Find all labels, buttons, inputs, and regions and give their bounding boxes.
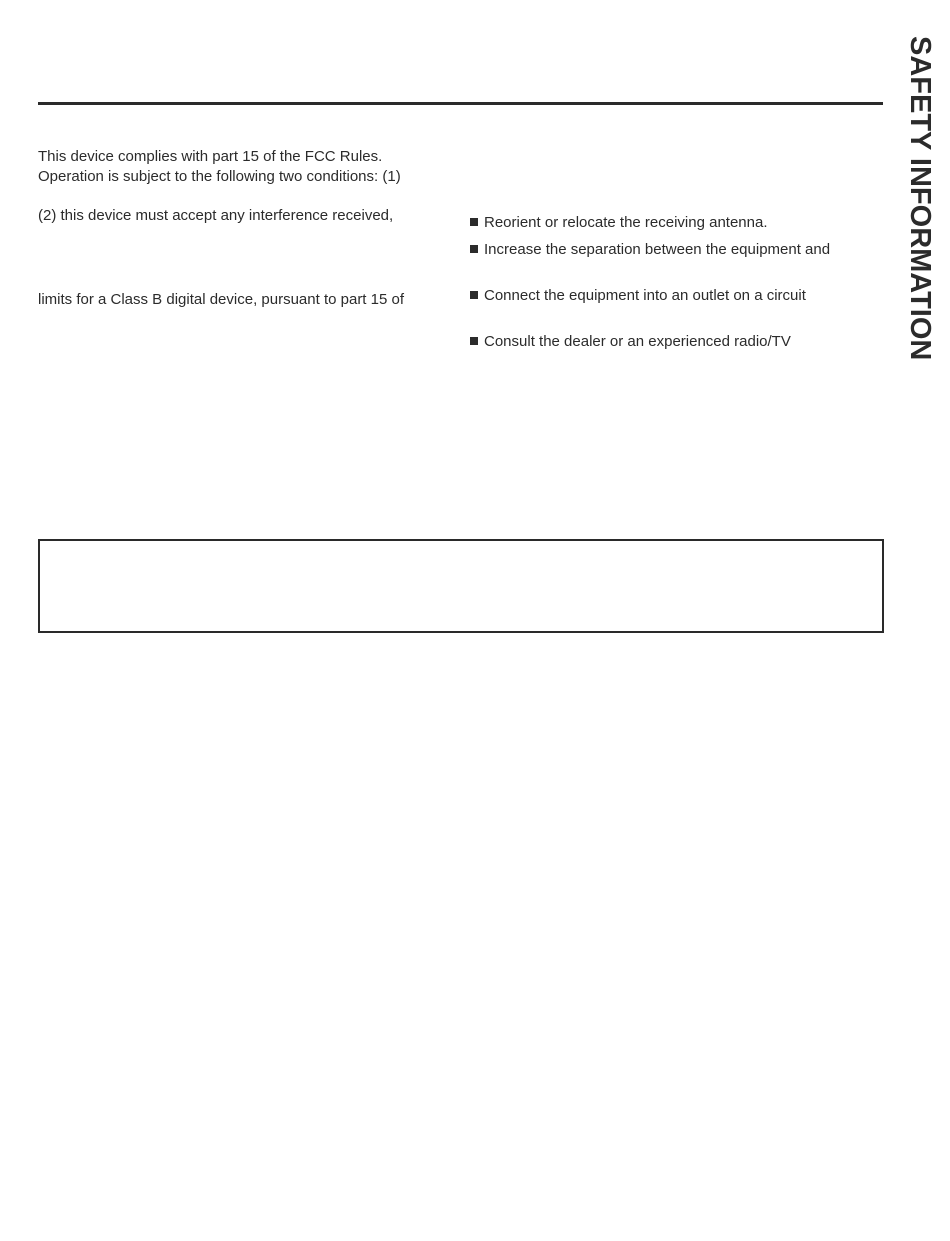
list-item-text: Connect the equipment into an outlet on a circuit (484, 287, 806, 304)
list-item (470, 240, 830, 260)
bullet-square-icon (470, 218, 478, 226)
fcc-compliance-line-4: limits for a Class B digital device, pursuant to part 15 of (38, 291, 405, 308)
list-item-text: Reorient or relocate the receiving antenna. (484, 214, 768, 231)
fcc-compliance-line-3: (2) this device must accept any interference received, (38, 207, 394, 224)
bullet-square-icon (470, 291, 478, 299)
fcc-compliance-line-2: Operation is subject to the following two conditions: (1) (38, 168, 401, 185)
list-item-text: Consult the dealer or an experienced radio/TV (484, 333, 791, 350)
list-item (470, 286, 806, 306)
list-item (470, 213, 768, 233)
list-item (470, 332, 791, 352)
bullet-square-icon (470, 245, 478, 253)
list-item-text: Increase the separation between the equipment and (484, 241, 831, 258)
notice-box (38, 539, 884, 633)
fcc-compliance-line-1: This device complies with part 15 of the FCC Rules. (38, 148, 383, 165)
bullet-square-icon (470, 337, 478, 345)
section-heading: SAFETY INFORMATION (904, 36, 936, 361)
header-divider (38, 102, 883, 105)
